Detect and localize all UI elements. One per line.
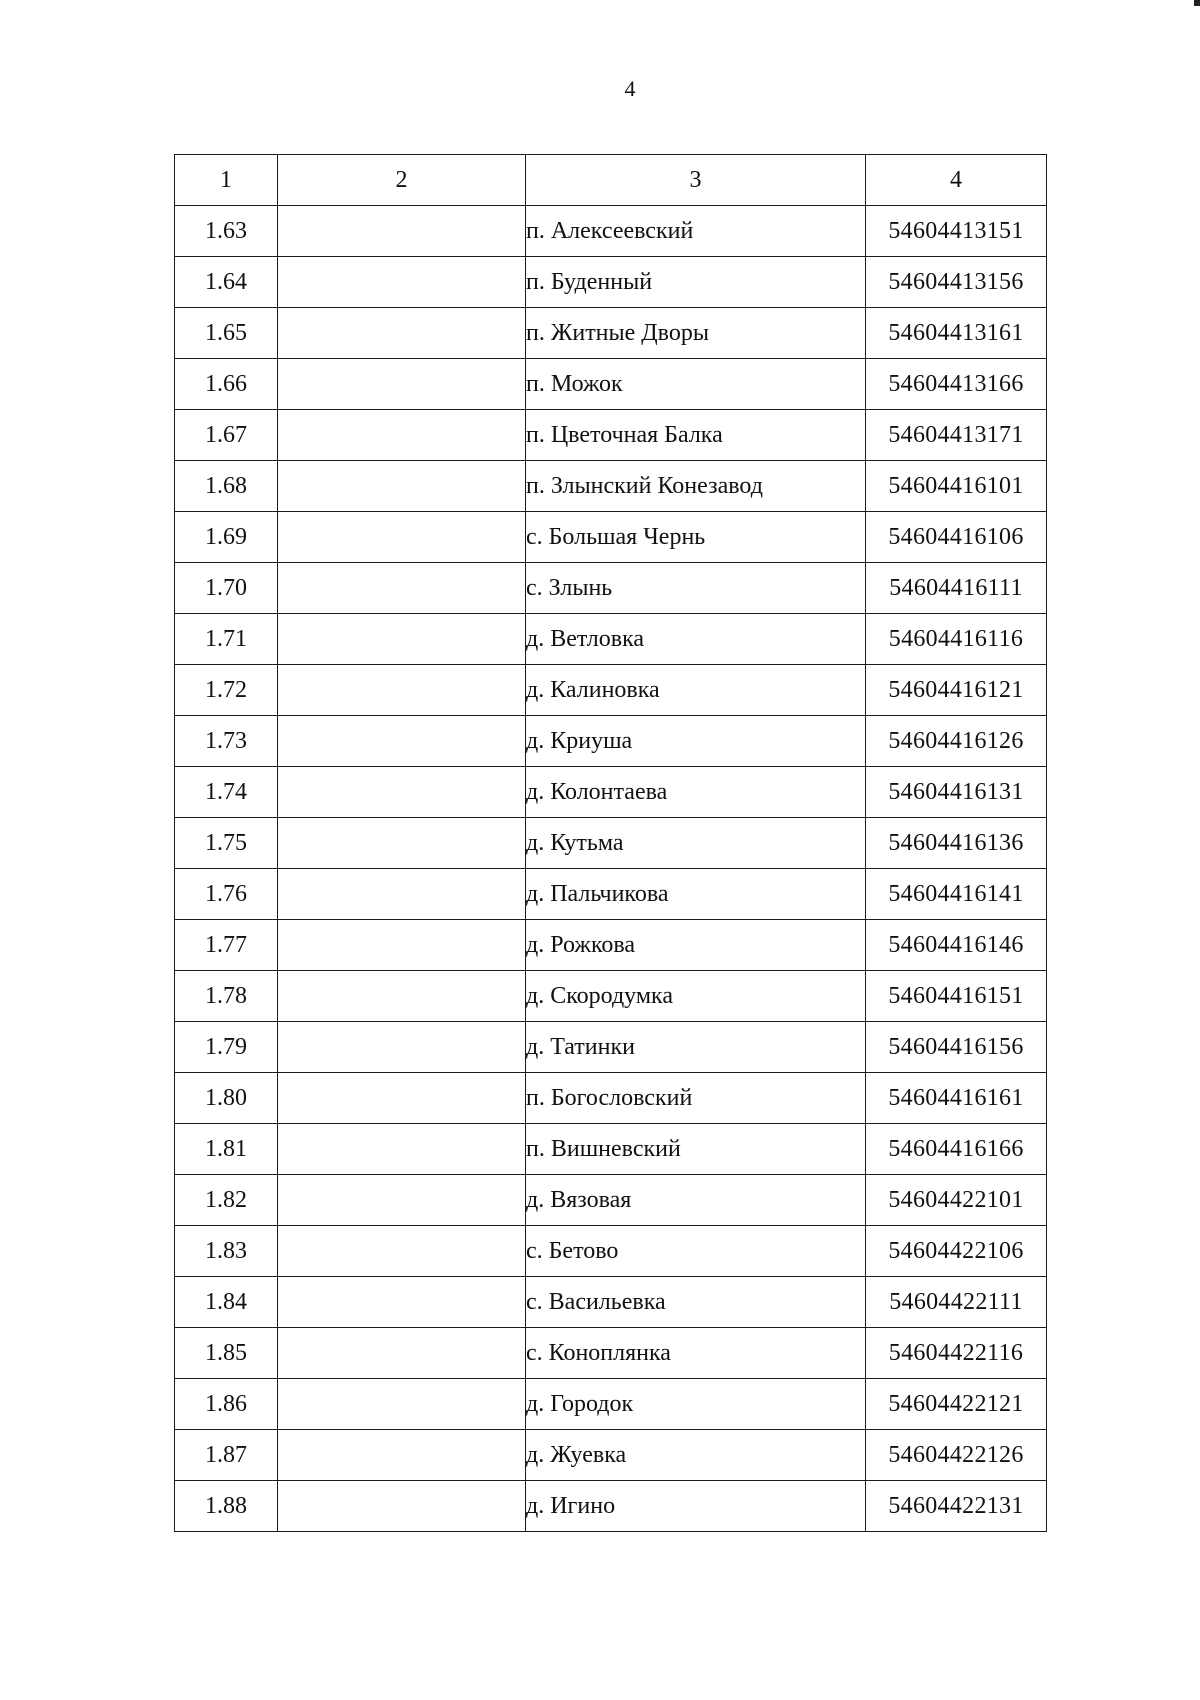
- settlement-code-cell: 54604416156: [866, 1022, 1047, 1073]
- table-row: [175, 614, 1047, 665]
- table-row: [175, 869, 1047, 920]
- settlement-name-cell: д. Кутьма: [526, 818, 866, 869]
- row-number-cell: 1.80: [175, 1073, 278, 1124]
- row-number-cell: 1.66: [175, 359, 278, 410]
- table-row: [175, 359, 1047, 410]
- settlement-code-cell: 54604422111: [866, 1277, 1047, 1328]
- row-number-cell: 1.77: [175, 920, 278, 971]
- table-row: [175, 563, 1047, 614]
- table-row: [175, 308, 1047, 359]
- column-2-cell: [278, 308, 526, 359]
- row-number-cell: 1.74: [175, 767, 278, 818]
- header-cell-3: 3: [526, 155, 866, 206]
- settlement-code-cell: 54604416151: [866, 971, 1047, 1022]
- column-2-cell: [278, 818, 526, 869]
- settlement-name-cell: п. Буденный: [526, 257, 866, 308]
- settlement-code-cell: 54604416101: [866, 461, 1047, 512]
- scan-corner-mark: [1194, 0, 1200, 6]
- settlement-code-cell: 54604422106: [866, 1226, 1047, 1277]
- settlement-code-cell: 54604416121: [866, 665, 1047, 716]
- table-row: [175, 206, 1047, 257]
- settlement-code-cell: 54604416161: [866, 1073, 1047, 1124]
- column-2-cell: [278, 869, 526, 920]
- settlement-name-cell: п. Можок: [526, 359, 866, 410]
- settlement-name-cell: д. Жуевка: [526, 1430, 866, 1481]
- column-2-cell: [278, 716, 526, 767]
- table-row: [175, 1430, 1047, 1481]
- row-number-cell: 1.73: [175, 716, 278, 767]
- table-row: [175, 1328, 1047, 1379]
- column-2-cell: [278, 410, 526, 461]
- table-row: [175, 1022, 1047, 1073]
- column-2-cell: [278, 1430, 526, 1481]
- table-row: [175, 767, 1047, 818]
- settlement-name-cell: д. Криуша: [526, 716, 866, 767]
- settlement-code-cell: 54604413171: [866, 410, 1047, 461]
- row-number-cell: 1.67: [175, 410, 278, 461]
- settlement-name-cell: с. Коноплянка: [526, 1328, 866, 1379]
- table-row: [175, 920, 1047, 971]
- settlement-name-cell: с. Бетово: [526, 1226, 866, 1277]
- settlement-code-cell: 54604422131: [866, 1481, 1047, 1532]
- settlement-name-cell: д. Игино: [526, 1481, 866, 1532]
- column-2-cell: [278, 767, 526, 818]
- column-2-cell: [278, 1226, 526, 1277]
- column-2-cell: [278, 1022, 526, 1073]
- page-number: 4: [624, 76, 636, 101]
- settlement-code-cell: 54604416111: [866, 563, 1047, 614]
- settlement-name-cell: д. Калиновка: [526, 665, 866, 716]
- row-number-cell: 1.71: [175, 614, 278, 665]
- settlement-code-cell: 54604422126: [866, 1430, 1047, 1481]
- table-row: [175, 512, 1047, 563]
- settlement-name-cell: д. Колонтаева: [526, 767, 866, 818]
- settlement-name-cell: д. Скородумка: [526, 971, 866, 1022]
- row-number-cell: 1.68: [175, 461, 278, 512]
- table-row: [175, 1175, 1047, 1226]
- column-2-cell: [278, 971, 526, 1022]
- settlement-name-cell: д. Рожкова: [526, 920, 866, 971]
- table-row: [175, 1481, 1047, 1532]
- row-number-cell: 1.87: [175, 1430, 278, 1481]
- settlement-name-cell: с. Большая Чернь: [526, 512, 866, 563]
- table-row: [175, 257, 1047, 308]
- settlement-name-cell: п. Цветочная Балка: [526, 410, 866, 461]
- settlement-code-cell: 54604416146: [866, 920, 1047, 971]
- column-2-cell: [278, 359, 526, 410]
- column-2-cell: [278, 461, 526, 512]
- settlement-name-cell: д. Ветловка: [526, 614, 866, 665]
- settlement-code-cell: 54604416131: [866, 767, 1047, 818]
- settlement-code-cell: 54604416136: [866, 818, 1047, 869]
- settlement-name-cell: с. Васильевка: [526, 1277, 866, 1328]
- table-row: [175, 1124, 1047, 1175]
- row-number-cell: 1.84: [175, 1277, 278, 1328]
- row-number-cell: 1.85: [175, 1328, 278, 1379]
- settlement-code-cell: 54604413156: [866, 257, 1047, 308]
- settlement-name-cell: п. Злынский Конезавод: [526, 461, 866, 512]
- settlement-code-cell: 54604413151: [866, 206, 1047, 257]
- table-body: [175, 155, 1047, 1532]
- row-number-cell: 1.88: [175, 1481, 278, 1532]
- column-2-cell: [278, 1124, 526, 1175]
- settlement-name-cell: д. Татинки: [526, 1022, 866, 1073]
- table-row: [175, 461, 1047, 512]
- column-2-cell: [278, 920, 526, 971]
- header-cell-2: 2: [278, 155, 526, 206]
- row-number-cell: 1.75: [175, 818, 278, 869]
- settlement-code-cell: 54604413161: [866, 308, 1047, 359]
- column-2-cell: [278, 1175, 526, 1226]
- settlement-name-cell: п. Богословский: [526, 1073, 866, 1124]
- row-number-cell: 1.79: [175, 1022, 278, 1073]
- table-row: [175, 1277, 1047, 1328]
- row-number-cell: 1.70: [175, 563, 278, 614]
- settlements-table: [174, 154, 1047, 1532]
- settlement-name-cell: с. Злынь: [526, 563, 866, 614]
- settlement-name-cell: д. Пальчикова: [526, 869, 866, 920]
- row-number-cell: 1.81: [175, 1124, 278, 1175]
- header-row: [175, 155, 1047, 206]
- row-number-cell: 1.63: [175, 206, 278, 257]
- table-row: [175, 971, 1047, 1022]
- header-cell-4: 4: [866, 155, 1047, 206]
- settlement-code-cell: 54604416126: [866, 716, 1047, 767]
- row-number-cell: 1.78: [175, 971, 278, 1022]
- settlement-code-cell: 54604422101: [866, 1175, 1047, 1226]
- column-2-cell: [278, 1277, 526, 1328]
- column-2-cell: [278, 257, 526, 308]
- row-number-cell: 1.83: [175, 1226, 278, 1277]
- settlements-table-wrapper: [174, 154, 1047, 1532]
- settlement-name-cell: п. Алексеевский: [526, 206, 866, 257]
- row-number-cell: 1.82: [175, 1175, 278, 1226]
- table-row: [175, 1073, 1047, 1124]
- column-2-cell: [278, 1481, 526, 1532]
- column-2-cell: [278, 206, 526, 257]
- column-2-cell: [278, 512, 526, 563]
- settlement-code-cell: 54604416141: [866, 869, 1047, 920]
- table-row: [175, 1379, 1047, 1430]
- row-number-cell: 1.69: [175, 512, 278, 563]
- row-number-cell: 1.65: [175, 308, 278, 359]
- table-row: [175, 716, 1047, 767]
- settlement-code-cell: 54604422116: [866, 1328, 1047, 1379]
- settlement-code-cell: 54604416166: [866, 1124, 1047, 1175]
- table-row: [175, 410, 1047, 461]
- row-number-cell: 1.72: [175, 665, 278, 716]
- settlement-code-cell: 54604413166: [866, 359, 1047, 410]
- table-row: [175, 665, 1047, 716]
- settlement-name-cell: п. Вишневский: [526, 1124, 866, 1175]
- row-number-cell: 1.76: [175, 869, 278, 920]
- column-2-cell: [278, 1328, 526, 1379]
- settlement-code-cell: 54604416116: [866, 614, 1047, 665]
- column-2-cell: [278, 1073, 526, 1124]
- header-cell-1: 1: [175, 155, 278, 206]
- column-2-cell: [278, 665, 526, 716]
- column-2-cell: [278, 1379, 526, 1430]
- settlement-code-cell: 54604422121: [866, 1379, 1047, 1430]
- column-2-cell: [278, 563, 526, 614]
- table-row: [175, 818, 1047, 869]
- column-2-cell: [278, 614, 526, 665]
- settlement-name-cell: д. Городок: [526, 1379, 866, 1430]
- row-number-cell: 1.64: [175, 257, 278, 308]
- settlement-name-cell: п. Житные Дворы: [526, 308, 866, 359]
- table-row: [175, 1226, 1047, 1277]
- settlement-name-cell: д. Вязовая: [526, 1175, 866, 1226]
- settlement-code-cell: 54604416106: [866, 512, 1047, 563]
- row-number-cell: 1.86: [175, 1379, 278, 1430]
